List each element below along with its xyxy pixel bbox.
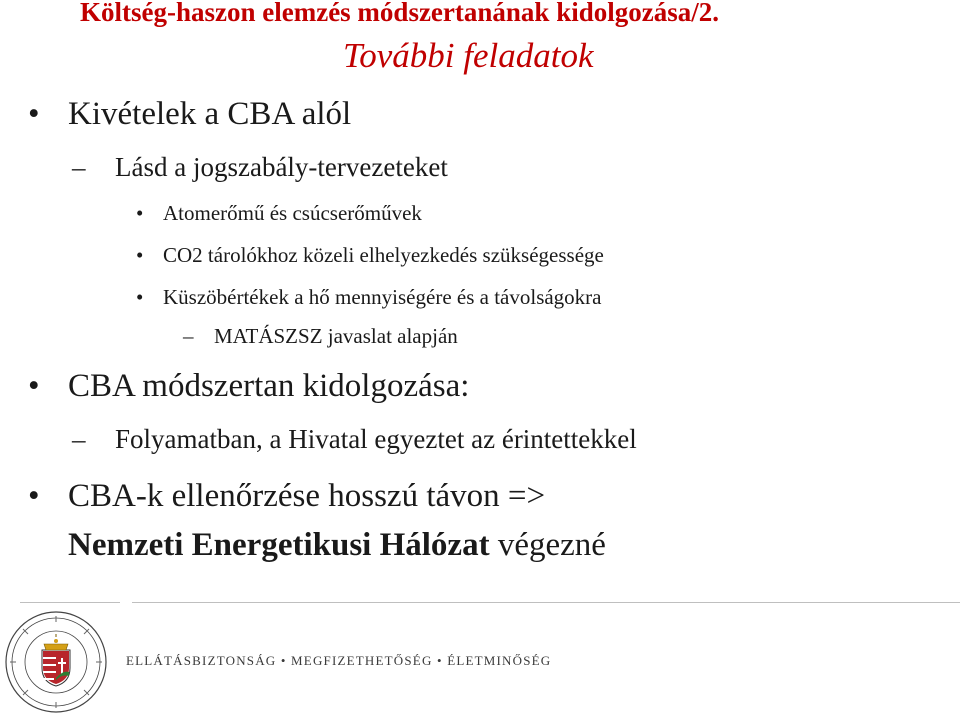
bullet-dot-icon: • <box>136 285 144 309</box>
bullet-dot-icon: • <box>136 201 144 225</box>
bullet-level3-text: Küszöbértékek a hő mennyiségére és a távolságokra <box>163 285 602 309</box>
slide-title: Költség-haszon elemzés módszertanának kidolgozása/2. <box>80 0 719 27</box>
bullet-level1-text: Kivételek a CBA alól <box>68 96 352 132</box>
bullet-level1-text: CBA módszertan kidolgozása: <box>68 368 470 404</box>
footer-divider <box>132 602 960 603</box>
bullet-level3-text: CO2 tárolókhoz közeli elhelyezkedés szükségessége <box>163 243 604 267</box>
bullet-dot-icon: • <box>28 368 40 404</box>
bullet-level2-text: Folyamatban, a Hivatal egyeztet az érintettekkel <box>115 424 637 454</box>
bullet-dot-icon: • <box>28 96 40 132</box>
bullet-level2-text: Lásd a jogszabály-tervezeteket <box>115 152 448 182</box>
bullet-dot-icon: • <box>28 478 40 514</box>
bullet-level1-continuation <box>68 527 606 564</box>
bullet-level3-text: Atomerőmű és csúcserőművek <box>163 201 422 225</box>
bullet-dot-icon: • <box>136 243 144 267</box>
dash-icon: – <box>183 324 194 348</box>
bullet-level1-text: CBA-k ellenőrzése hosszú távon => <box>68 478 546 514</box>
magyar-energetikai-hivatal-logo-icon <box>2 608 110 716</box>
highlight-text: Nemzeti Energetikusi Hálózat <box>68 527 490 563</box>
continuation-text: végezné <box>489 527 606 563</box>
footer-divider-left <box>20 602 120 603</box>
dash-icon: – <box>72 424 86 454</box>
slide-subtitle: További feladatok <box>343 36 594 75</box>
footer-tagline: ELLÁTÁSBIZTONSÁG • MEGFIZETHETŐSÉG • ÉLETMINŐSÉG <box>126 653 552 668</box>
dash-icon: – <box>72 152 86 182</box>
bullet-level4-text: MATÁSZSZ javaslat alapján <box>214 324 458 348</box>
